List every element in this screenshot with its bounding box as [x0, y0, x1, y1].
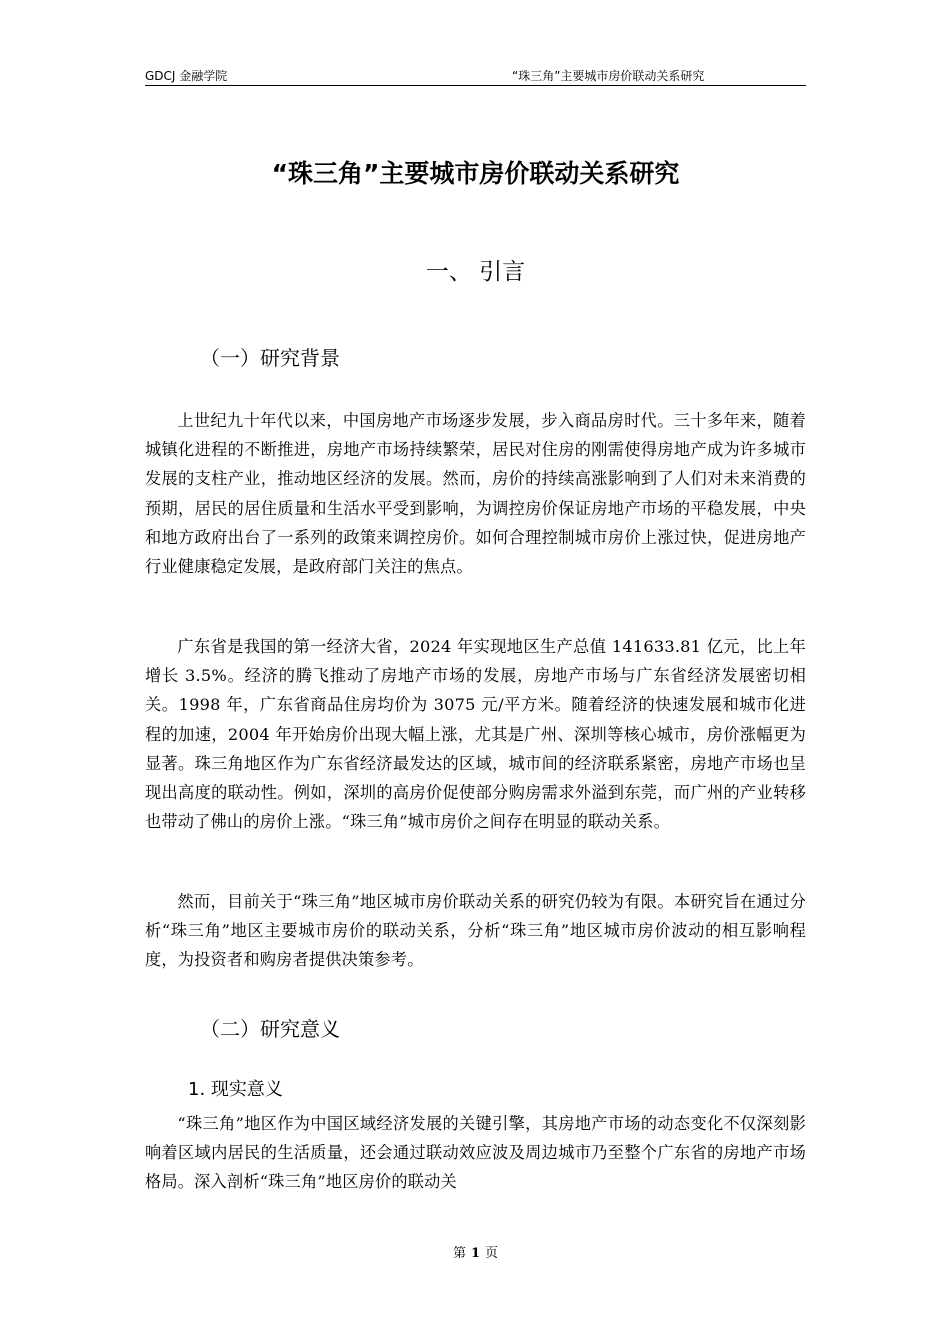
item-heading-practical-significance: 1. 现实意义 [188, 1079, 283, 1100]
page-number-prefix: 第 [452, 1246, 466, 1261]
page-number-suffix: 页 [485, 1246, 499, 1261]
running-header-left: GDCJ 金融学院 [145, 69, 228, 83]
paragraph-background-1: 上世纪九十年代以来，中国房地产市场逐步发展，步入商品房时代。三十多年来，随着城镇化进程的不断推进，房地产市场持续繁荣，居民对住房的刚需使得房地产成为许多城市发展的支柱产业，推动地区经济的发展。然而，房价的持续高涨影响到了人们对未来消费的预期，居民的居住质量和生活水平受到影响，为调控房价保证房地产市场的平稳发展，中央和地方政府出台了一系列的政策来调控房价。如何合理控制城市房价上涨过快，促进房地产行业健康稳定发展，是政府部门关注的焦点。 [145, 411, 806, 577]
subsection-heading-background: （一）研究背景 [200, 346, 340, 370]
page-number-value: 1 [470, 1246, 481, 1261]
header-rule [145, 85, 806, 86]
paragraph-practical-significance: “珠三角”地区作为中国区域经济发展的关键引擎，其房地产市场的动态变化不仅深刻影响着区域内居民的生活质量，还会通过联动效应波及周边城市乃至整个广东省的房地产市场格局。深入剖析“珠三角”地区房价的联动关 [145, 1114, 806, 1192]
document-title: “珠三角”主要城市房价联动关系研究 [271, 159, 680, 188]
section-heading-introduction: 一、 引言 [425, 259, 526, 285]
paragraph-background-2: 广东省是我国的第一经济大省，2024 年实现地区生产总值 141633.81 亿元，比上年增长 3.5%。经济的腾飞推动了房地产市场的发展，房地产市场与广东省经济发展密切相关。1998 年，广东省商品住房均价为 3075 元/平方米。随着经济的快速发展和城市化进程的加速，2004 年开始房价出现大幅上涨，尤其是广州、深圳等核心城市，房价涨幅更为显著。珠三角地区作为广东省经济最发达的区域，城市间的经济联系紧密，房地产市场也呈现出高度的联动性。例如，深圳的高房价促使部分购房需求外溢到东莞，而广州的产业转移也带动了佛山的房价上涨。“珠三角”城市房价之间存在明显的联动关系。 [145, 637, 806, 832]
paragraph-background-3: 然而，目前关于“珠三角”地区城市房价联动关系的研究仍较为有限。本研究旨在通过分析“珠三角”地区主要城市房价的联动关系，分析“珠三角”地区城市房价波动的相互影响程度，为投资者和购房者提供决策参考。 [145, 892, 806, 970]
page-number [145, 1245, 806, 1263]
subsection-heading-significance: （二）研究意义 [200, 1017, 340, 1041]
running-header-right: “珠三角”主要城市房价联动关系研究 [512, 69, 705, 83]
